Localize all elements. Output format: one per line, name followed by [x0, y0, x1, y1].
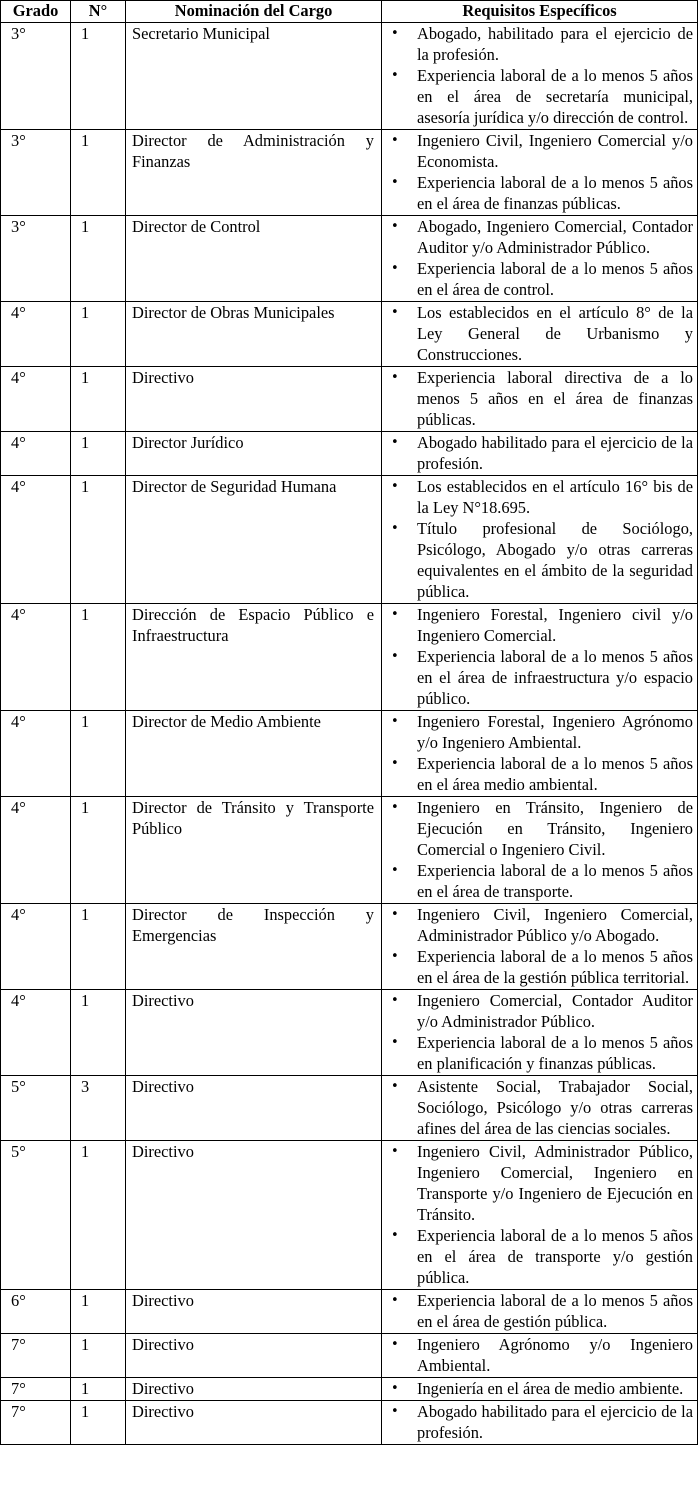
requisito-item: • Ingeniero Forestal, Ingeniero civil y/o Ingeniero Comercial. — [382, 604, 693, 646]
requisito-item: • Experiencia laboral de a lo menos 5 años en planificación y finanzas públicas. — [382, 1032, 693, 1074]
grado-cell: 6° — [1, 1290, 71, 1334]
grado-cell: 3° — [1, 23, 71, 130]
cargo-cell: Directivo — [126, 1076, 382, 1141]
requisitos-list — [382, 216, 693, 300]
grado-cell: 7° — [1, 1378, 71, 1401]
grado-cell: 4° — [1, 604, 71, 711]
requisitos-cell — [382, 604, 698, 711]
requisitos-list — [382, 604, 693, 709]
numero-cell: 1 — [71, 1141, 126, 1290]
cargo-cell: Director de Medio Ambiente — [126, 711, 382, 797]
table-row — [1, 1334, 698, 1378]
requisito-item: • Experiencia laboral directiva de a lo menos 5 años en el área de finanzas públicas. — [382, 367, 693, 430]
requisito-item: • Abogado, habilitado para el ejercicio de la profesión. — [382, 23, 693, 65]
table-row — [1, 904, 698, 990]
numero-cell: 1 — [71, 216, 126, 302]
requisitos-cell — [382, 904, 698, 990]
requisito-item: • Experiencia laboral de a lo menos 5 años en el área de la gestión pública territorial. — [382, 946, 693, 988]
requisito-item: • Experiencia laboral de a lo menos 5 años en el área medio ambiental. — [382, 753, 693, 795]
requisitos-list — [382, 130, 693, 214]
requisito-item: • Experiencia laboral de a lo menos 5 años en el área de transporte y/o gestión pública. — [382, 1225, 693, 1288]
table-row — [1, 797, 698, 904]
requisitos-list — [382, 1334, 693, 1376]
requisitos-cell — [382, 130, 698, 216]
cargo-cell: Director Jurídico — [126, 432, 382, 476]
table-row — [1, 476, 698, 604]
grado-cell: 3° — [1, 130, 71, 216]
requisito-item: • Ingeniero Agrónomo y/o Ingeniero Ambiental. — [382, 1334, 693, 1376]
cargo-cell: Directivo — [126, 1334, 382, 1378]
table-row — [1, 216, 698, 302]
grado-cell: 5° — [1, 1141, 71, 1290]
cargo-cell: Directivo — [126, 1401, 382, 1445]
numero-cell: 1 — [71, 797, 126, 904]
requisitos-cell — [382, 1334, 698, 1378]
grado-cell: 4° — [1, 367, 71, 432]
requisito-item: • Ingeniero en Tránsito, Ingeniero de Ejecución en Tránsito, Ingeniero Comercial o Ingeniero Civil. — [382, 797, 693, 860]
requisitos-list — [382, 1141, 693, 1288]
numero-cell: 1 — [71, 1401, 126, 1445]
requisitos-cell — [382, 1290, 698, 1334]
requisito-item: • Experiencia laboral de a lo menos 5 años en el área de control. — [382, 258, 693, 300]
requisitos-list — [382, 1290, 693, 1332]
table-row — [1, 302, 698, 367]
requisito-item: • Ingeniero Comercial, Contador Auditor y/o Administrador Público. — [382, 990, 693, 1032]
numero-cell: 1 — [71, 130, 126, 216]
requisito-item: • Experiencia laboral de a lo menos 5 años en el área de finanzas públicas. — [382, 172, 693, 214]
numero-cell: 1 — [71, 990, 126, 1076]
requisitos-list — [382, 1378, 693, 1399]
requisito-item: • Ingeniero Civil, Ingeniero Comercial y/o Economista. — [382, 130, 693, 172]
requisito-item: • Ingeniero Civil, Ingeniero Comercial, Administrador Público y/o Abogado. — [382, 904, 693, 946]
cargo-cell: Director de Obras Municipales — [126, 302, 382, 367]
requisito-item: • Título profesional de Sociólogo, Psicólogo, Abogado y/o otras carreras equivalentes en el ámbito de la seguridad pública. — [382, 518, 693, 602]
requisito-item: • Experiencia laboral de a lo menos 5 años en el área de secretaría municipal, asesoría jurídica y/o dirección de control. — [382, 65, 693, 128]
requisitos-cell — [382, 1141, 698, 1290]
numero-cell: 1 — [71, 711, 126, 797]
requisito-item: • Experiencia laboral de a lo menos 5 años en el área de infraestructura y/o espacio público. — [382, 646, 693, 709]
numero-cell: 1 — [71, 1378, 126, 1401]
numero-cell: 1 — [71, 1290, 126, 1334]
requisito-item: • Experiencia laboral de a lo menos 5 años en el área de transporte. — [382, 860, 693, 902]
requisitos-cell — [382, 476, 698, 604]
cargo-cell: Directivo — [126, 1378, 382, 1401]
requisitos-list — [382, 432, 693, 474]
header-cargo: Nominación del Cargo — [126, 1, 382, 23]
table-row — [1, 990, 698, 1076]
requisitos-list — [382, 990, 693, 1074]
requisitos-cell — [382, 797, 698, 904]
grado-cell: 4° — [1, 711, 71, 797]
requisitos-list — [382, 711, 693, 795]
requisitos-cell — [382, 367, 698, 432]
table-row — [1, 1401, 698, 1445]
grado-cell: 7° — [1, 1401, 71, 1445]
requisitos-list — [382, 367, 693, 430]
cargo-cell: Dirección de Espacio Público e Infraestructura — [126, 604, 382, 711]
requisito-item: • Abogado habilitado para el ejercicio de la profesión. — [382, 1401, 693, 1443]
grado-cell: 7° — [1, 1334, 71, 1378]
requisito-item: • Los establecidos en el artículo 16° bis de la Ley N°18.695. — [382, 476, 693, 518]
numero-cell: 1 — [71, 476, 126, 604]
requisito-item: • Asistente Social, Trabajador Social, Sociólogo, Psicólogo y/o otras carreras afines del área de las ciencias sociales. — [382, 1076, 693, 1139]
numero-cell: 1 — [71, 23, 126, 130]
numero-cell: 1 — [71, 604, 126, 711]
requisitos-cell — [382, 990, 698, 1076]
cargo-cell: Director de Seguridad Humana — [126, 476, 382, 604]
requisitos-cell — [382, 1378, 698, 1401]
grado-cell: 4° — [1, 476, 71, 604]
header-numero: N° — [71, 1, 126, 23]
cargo-cell: Directivo — [126, 1290, 382, 1334]
requisito-item: • Abogado, Ingeniero Comercial, Contador Auditor y/o Administrador Público. — [382, 216, 693, 258]
numero-cell: 1 — [71, 904, 126, 990]
requisitos-list — [382, 904, 693, 988]
table-row — [1, 130, 698, 216]
cargo-cell: Director de Tránsito y Transporte Público — [126, 797, 382, 904]
cargo-cell: Directivo — [126, 990, 382, 1076]
table-row — [1, 1290, 698, 1334]
requisitos-list — [382, 23, 693, 128]
cargo-cell: Director de Inspección y Emergencias — [126, 904, 382, 990]
requisitos-cell — [382, 216, 698, 302]
table-row — [1, 604, 698, 711]
grado-cell: 5° — [1, 1076, 71, 1141]
header-row — [1, 1, 698, 23]
requisitos-cell — [382, 432, 698, 476]
requisitos-cell — [382, 711, 698, 797]
table-row — [1, 711, 698, 797]
table-row — [1, 1378, 698, 1401]
requisitos-list — [382, 1401, 693, 1443]
grado-cell: 4° — [1, 904, 71, 990]
requisitos-list — [382, 1076, 693, 1139]
grado-cell: 3° — [1, 216, 71, 302]
numero-cell: 3 — [71, 1076, 126, 1141]
grado-cell: 4° — [1, 302, 71, 367]
cargo-cell: Director de Administración y Finanzas — [126, 130, 382, 216]
requisitos-cell — [382, 302, 698, 367]
header-grado: Grado — [1, 1, 71, 23]
table-row — [1, 23, 698, 130]
requisitos-cell — [382, 23, 698, 130]
numero-cell: 1 — [71, 1334, 126, 1378]
requisitos-list — [382, 797, 693, 902]
cargo-cell: Directivo — [126, 1141, 382, 1290]
cargo-cell: Director de Control — [126, 216, 382, 302]
table-row — [1, 432, 698, 476]
table-row — [1, 1076, 698, 1141]
requisitos-list — [382, 476, 693, 602]
grado-cell: 4° — [1, 797, 71, 904]
requisito-item: • Abogado habilitado para el ejercicio de la profesión. — [382, 432, 693, 474]
grado-cell: 4° — [1, 990, 71, 1076]
cargo-cell: Directivo — [126, 367, 382, 432]
requisito-item: • Ingeniería en el área de medio ambiente. — [382, 1378, 693, 1399]
header-requisitos: Requisitos Específicos — [382, 1, 698, 23]
numero-cell: 1 — [71, 367, 126, 432]
requisito-item: • Ingeniero Civil, Administrador Público, Ingeniero Comercial, Ingeniero en Transporte y/o Ingeniero de Ejecución en Tránsito. — [382, 1141, 693, 1225]
numero-cell: 1 — [71, 432, 126, 476]
requisitos-cell — [382, 1401, 698, 1445]
cargo-cell: Secretario Municipal — [126, 23, 382, 130]
requisitos-list — [382, 302, 693, 365]
requisitos-cell — [382, 1076, 698, 1141]
table-row — [1, 1141, 698, 1290]
requisito-item: • Experiencia laboral de a lo menos 5 años en el área de gestión pública. — [382, 1290, 693, 1332]
numero-cell: 1 — [71, 302, 126, 367]
table-row — [1, 367, 698, 432]
grado-cell: 4° — [1, 432, 71, 476]
requisito-item: • Ingeniero Forestal, Ingeniero Agrónomo y/o Ingeniero Ambiental. — [382, 711, 693, 753]
requisito-item: • Los establecidos en el artículo 8° de la Ley General de Urbanismo y Construcciones. — [382, 302, 693, 365]
